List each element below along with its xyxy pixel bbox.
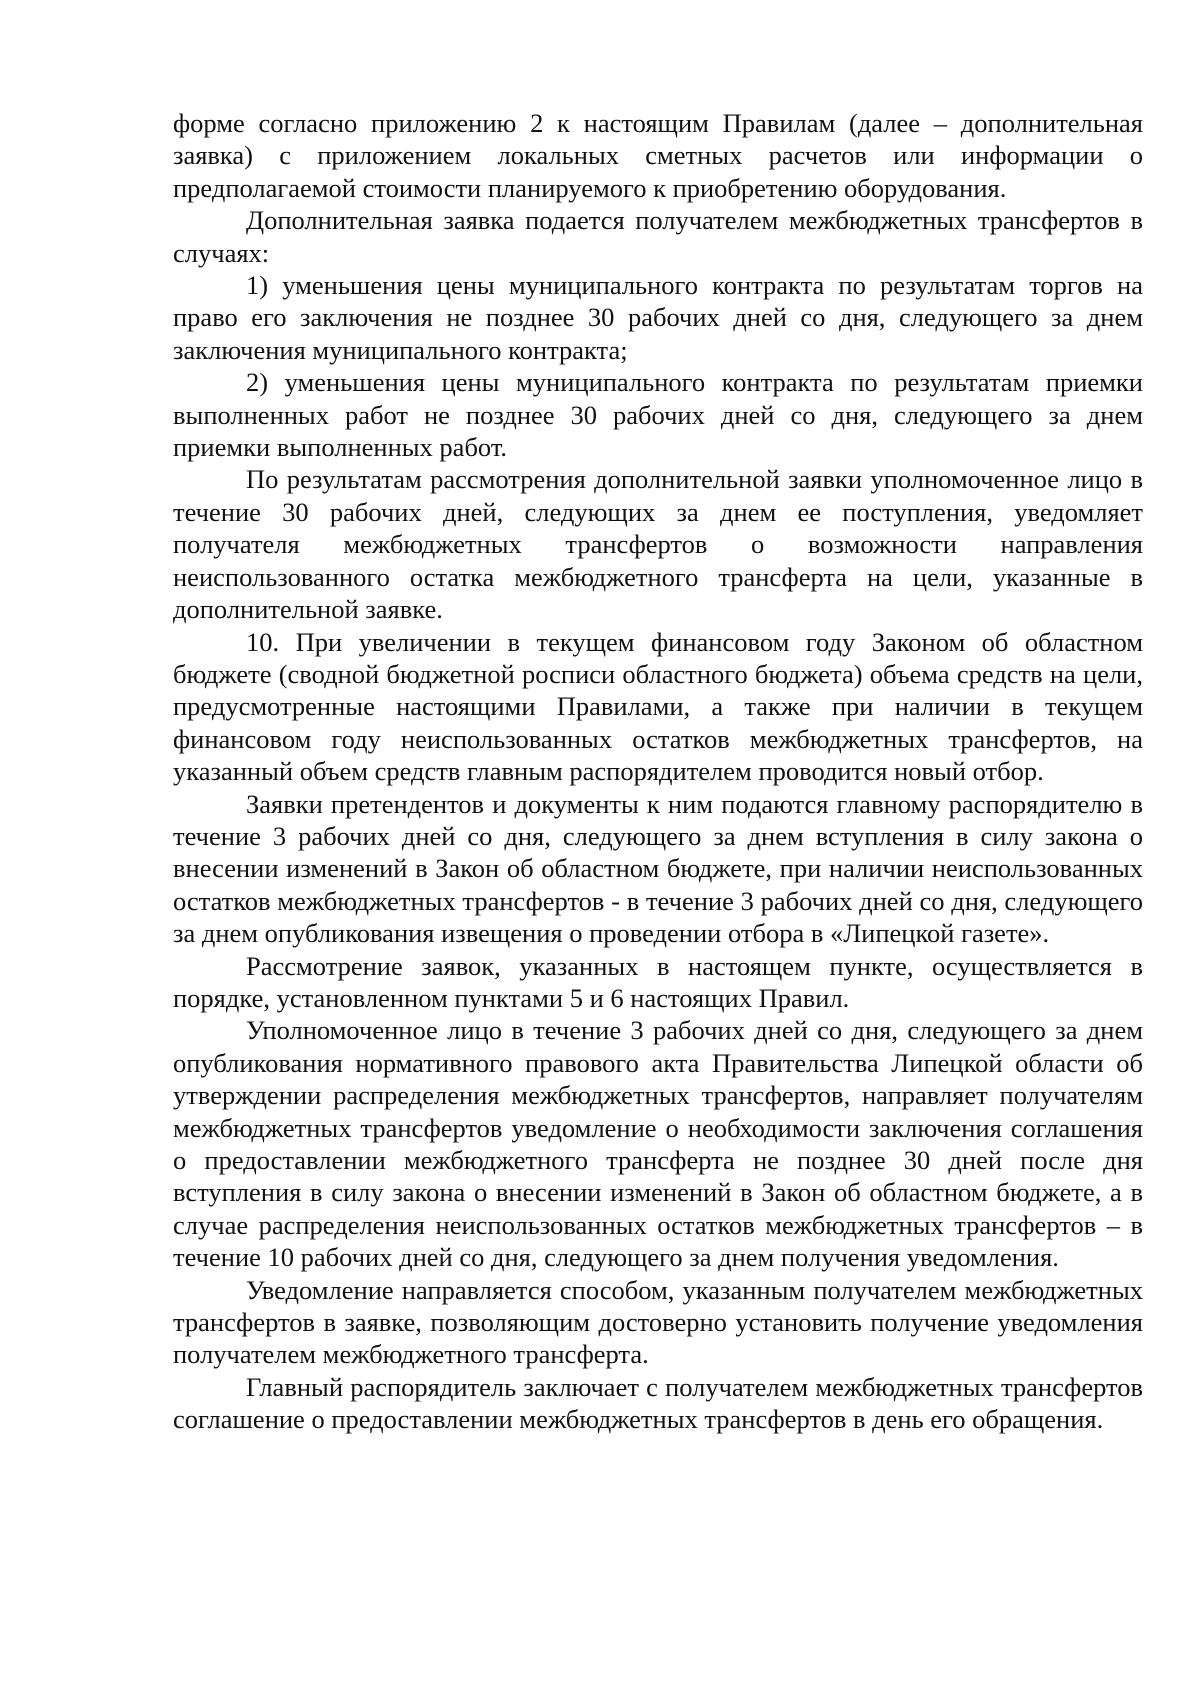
paragraph-applications-review: Рассмотрение заявок, указанных в настоящем пункте, осуществляется в порядке, установленном пунктами 5 и 6 настоящих Правил. xyxy=(173,950,1143,1013)
paragraph-additional-request-cases: Дополнительная заявка подается получателем межбюджетных трансфертов в случаях: xyxy=(173,205,1143,268)
paragraph-notification-method: Уведомление направляется способом, указанным получателем межбюджетных трансфертов в заявке, позволяющим достоверно установить получение уведомления получателем межбюджетного трансферта. xyxy=(173,1274,1143,1370)
paragraph-case-2: 2) уменьшения цены муниципального контракта по результатам приемки выполненных работ не позднее 30 рабочих дней со дня, следующего за днем приемки выполненных работ. xyxy=(173,367,1143,463)
paragraph-clause-10: 10. При увеличении в текущем финансовом году Законом об областном бюджете (сводной бюджетной росписи областного бюджета) объема средств на цели, предусмотренные настоящими Правилами, а также при наличии в текущем финансовом году неиспользованных остатков межбюджетных трансфертов, на указанный объем средств главным распорядителем проводится новый отбор. xyxy=(173,626,1143,787)
paragraph-case-1: 1) уменьшения цены муниципального контракта по результатам торгов на право его заключения не позднее 30 рабочих дней со дня, следующего за днем заключения муниципального контракта; xyxy=(173,270,1143,365)
paragraph-notification-deadline: Уполномоченное лицо в течение 3 рабочих дней со дня, следующего за днем опубликования нормативного правового акта Правительства Липецкой области об утверждении распределения межбюджетных трансфертов, направляет получателям межбюджетных трансфертов уведомление о необходимости заключения соглашения о предоставлении межбюджетного трансферта не позднее 30 дней после дня вступления в силу закона о внесении изменений в Закон об областном бюджете, а в случае распределения неиспользованных остатков межбюджетных трансфертов – в течение 10 рабочих дней со дня, следующего за днем получения уведомления. xyxy=(173,1015,1143,1273)
paragraph-application-form-continuation: форме согласно приложению 2 к настоящим Правилам (далее – дополнительная заявка) с приложением локальных сметных расчетов или информации о предполагаемой стоимости планируемого к приобретению оборудования. xyxy=(173,108,1143,203)
document-body xyxy=(173,107,1143,1436)
paragraph-review-results: По результатам рассмотрения дополнительной заявки уполномоченное лицо в течение 30 рабочих дней, следующих за днем ее поступления, уведомляет получателя межбюджетных трансфертов о возможности направления неиспользованного остатка межбюджетного трансферта на цели, указанные в дополнительной заявке. xyxy=(173,464,1143,625)
paragraph-agreement-conclusion: Главный распорядитель заключает с получателем межбюджетных трансфертов соглашение о предоставлении межбюджетных трансфертов в день его обращения. xyxy=(173,1371,1143,1435)
paragraph-applications-submission: Заявки претендентов и документы к ним подаются главному распорядителю в течение 3 рабочих дней со дня, следующего за днем вступления в силу закона о внесении изменений в Закон об областном бюджете, при наличии неиспользованных остатков межбюджетных трансфертов - в течение 3 рабочих дней со дня, следующего за днем опубликования извещения о проведении отбора в «Липецкой газете». xyxy=(173,788,1143,949)
